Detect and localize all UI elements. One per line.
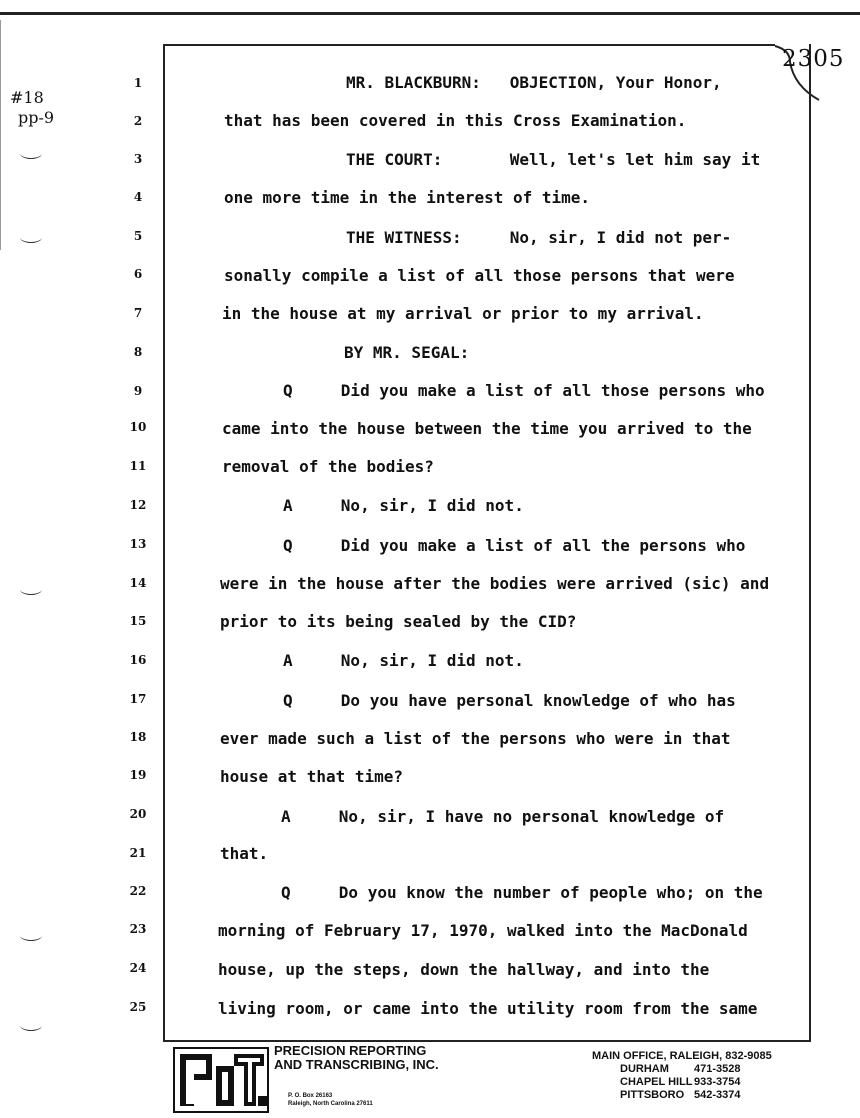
line-number: 7 <box>133 306 143 320</box>
line-number: 8 <box>133 345 143 359</box>
office-phone: 933-3754 <box>694 1076 741 1088</box>
office-listing <box>592 1050 772 1102</box>
line-number: 6 <box>133 267 143 281</box>
transcript-line: prior to its being sealed by the CID? <box>220 612 577 631</box>
reporter-company <box>274 1044 439 1072</box>
transcript-line: Q Did you make a list of all the persons who <box>283 536 746 555</box>
transcript-line: were in the house after the bodies were arrived (sic) and <box>220 574 770 593</box>
transcript-line: house at that time? <box>220 767 404 786</box>
transcript-line: THE COURT: Well, let's let him say it <box>346 150 761 169</box>
office-city: DURHAM <box>620 1063 669 1075</box>
company-name-line1: PRECISION REPORTING <box>274 1043 427 1058</box>
line-number: 15 <box>129 614 147 628</box>
transcript-line: Q Do you know the number of people who; on the <box>281 883 763 902</box>
margin-note-pages: pp-9 <box>18 108 55 127</box>
line-number: 18 <box>129 730 147 744</box>
office-phone: 542-3374 <box>694 1089 741 1101</box>
line-number: 9 <box>133 384 143 398</box>
line-number: 11 <box>129 459 147 473</box>
transcript-line: in the house at my arrival or prior to my arrival. <box>222 304 704 323</box>
transcript-line: Q Do you have personal knowledge of who has <box>283 691 736 710</box>
transcript-line: came into the house between the time you arrived to the <box>222 419 752 438</box>
margin-mark <box>20 232 42 243</box>
line-number: 5 <box>133 229 143 243</box>
transcript-frame-top <box>163 44 775 46</box>
line-number: 2 <box>133 114 143 128</box>
top-rule <box>0 12 860 15</box>
line-number: 1 <box>133 76 143 90</box>
line-number: 14 <box>129 576 147 590</box>
page-number: 2305 <box>782 46 845 72</box>
office-row <box>620 1076 772 1089</box>
margin-mark <box>20 1020 42 1031</box>
transcript-line: one more time in the interest of time. <box>224 188 591 207</box>
office-phone: 471-3528 <box>694 1063 741 1075</box>
office-row <box>620 1063 772 1076</box>
transcript-line: A No, sir, I did not. <box>283 496 524 515</box>
address-line1: P. O. Box 26163 <box>288 1093 333 1099</box>
transcript-line: removal of the bodies? <box>222 457 434 476</box>
transcript-line: living room, or came into the utility room from the same <box>218 999 758 1018</box>
transcript-line: Q Did you make a list of all those persons who <box>283 381 765 400</box>
line-number: 16 <box>129 653 147 667</box>
line-number: 21 <box>129 846 147 860</box>
company-name-line2: AND TRANSCRIBING, INC. <box>274 1057 439 1072</box>
main-office: MAIN OFFICE, RALEIGH, 832-9085 <box>592 1050 772 1062</box>
office-city: PITTSBORO <box>620 1089 685 1101</box>
line-number: 17 <box>129 692 147 706</box>
transcript-line: morning of February 17, 1970, walked into the MacDonald <box>218 921 748 940</box>
transcript-line: MR. BLACKBURN: OBJECTION, Your Honor, <box>346 73 722 92</box>
transcript-line: A No, sir, I have no personal knowledge of <box>281 807 725 826</box>
transcript-line: THE WITNESS: No, sir, I did not per- <box>346 228 732 247</box>
line-number: 12 <box>129 498 147 512</box>
margin-note-exhibit: #18 <box>10 88 44 107</box>
transcript-line: sonally compile a list of all those persons that were <box>224 266 735 285</box>
transcript-line: ever made such a list of the persons who were in that <box>220 729 731 748</box>
margin-mark <box>20 584 42 595</box>
margin-mark <box>20 148 42 159</box>
address-line2: Raleigh, North Carolina 27611 <box>288 1101 373 1107</box>
line-number: 19 <box>129 768 147 782</box>
transcript-line: that. <box>220 844 269 863</box>
line-number: 20 <box>129 807 147 821</box>
line-number: 25 <box>129 1000 147 1014</box>
line-number: 13 <box>129 537 147 551</box>
reporter-logo <box>172 1046 270 1114</box>
transcript-line: that has been covered in this Cross Examination. <box>224 111 687 130</box>
margin-mark <box>20 930 42 941</box>
page-edge <box>0 20 1 250</box>
line-number: 22 <box>129 884 147 898</box>
transcript-line: house, up the steps, down the hallway, and into the <box>218 960 710 979</box>
transcript-line: A No, sir, I did not. <box>283 651 524 670</box>
line-number: 3 <box>133 152 143 166</box>
office-row <box>620 1089 772 1102</box>
transcript-line: BY MR. SEGAL: <box>344 343 470 362</box>
line-number: 24 <box>129 961 147 975</box>
office-city: CHAPEL HILL <box>620 1076 693 1088</box>
line-number: 4 <box>133 190 143 204</box>
line-number: 10 <box>129 420 147 434</box>
reporter-address <box>288 1092 373 1108</box>
line-number: 23 <box>129 922 147 936</box>
